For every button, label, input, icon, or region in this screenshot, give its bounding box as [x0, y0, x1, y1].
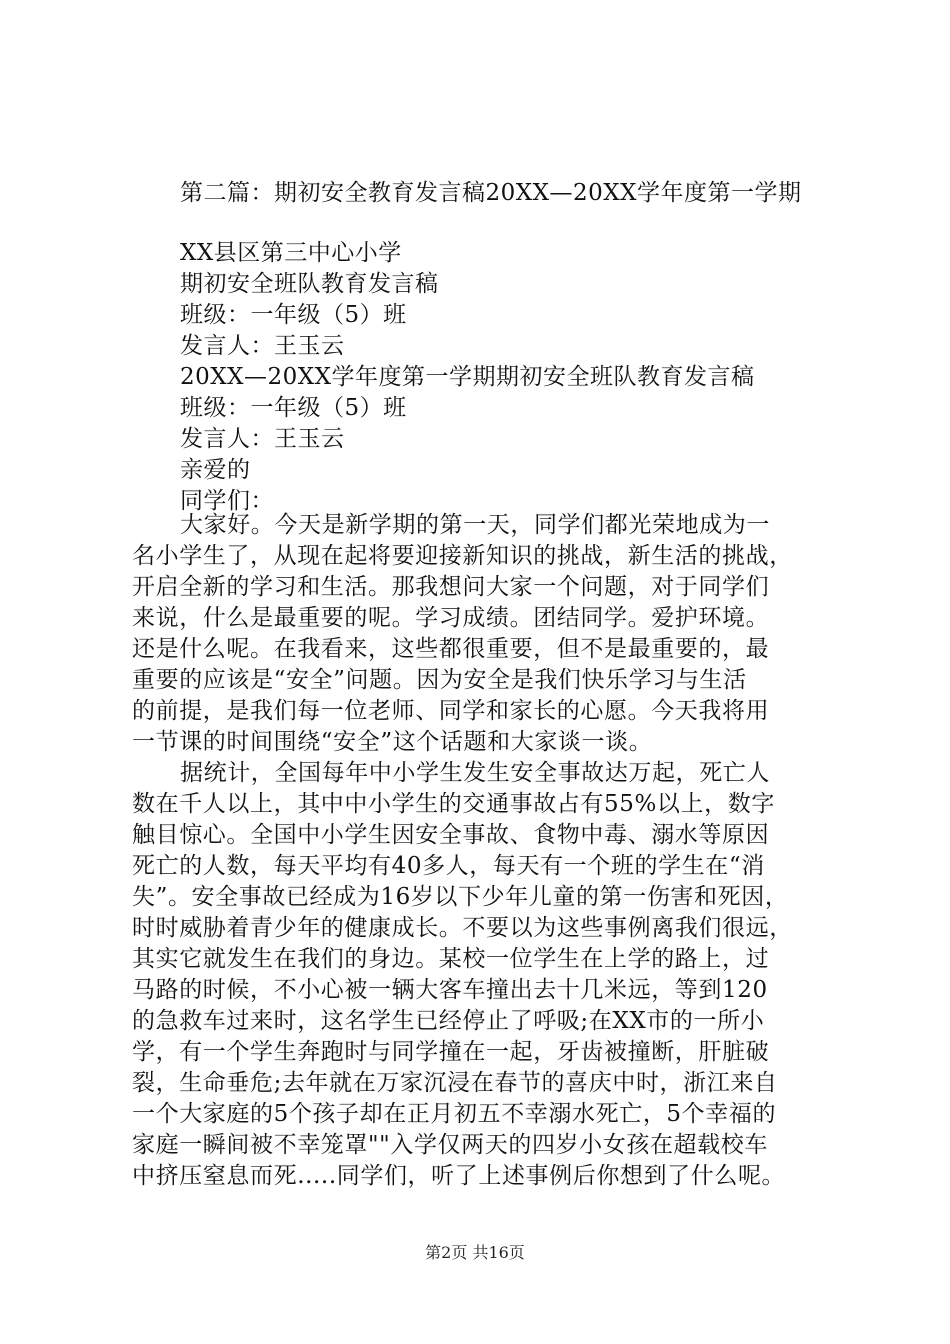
body-text — [132, 510, 852, 1192]
paragraph-2-line: 中挤压窒息而死.....同学们，听了上述事例后你想到了什么呢。 — [132, 1163, 786, 1189]
page-number-footer: 第2页 共16页 — [425, 1243, 525, 1262]
paragraph-1-line: 一节课的时间围绕“安全”这个话题和大家谈一谈。 — [132, 729, 653, 755]
paragraph-2-line: 裂，生命垂危;去年就在万家沉浸在春节的喜庆中时，浙江来自 — [132, 1070, 778, 1096]
class-info-repeat: 班级：一年级（5）班 — [180, 395, 407, 421]
paragraph-2-line: 家庭一瞬间被不幸笼罩""入学仅两天的四岁小女孩在超载校车 — [132, 1132, 768, 1158]
paragraph-1-line: 还是什么呢。在我看来，这些都很重要，但不是最重要的，最 — [132, 636, 770, 662]
speaker-info: 发言人：王玉云 — [180, 333, 345, 359]
paragraph-2-line: 的急救车过来时，这名学生已经停止了呼吸;在XX市的一所小 — [132, 1008, 765, 1034]
paragraph-1-line: 重要的应该是“安全”问题。因为安全是我们快乐学习与生活 — [132, 667, 747, 693]
speech-heading: 20XX—20XX学年度第一学期期初安全班队教育发言稿 — [180, 364, 755, 390]
speaker-info-repeat: 发言人：王玉云 — [180, 426, 345, 452]
paragraph-1-line: 来说，什么是最重要的呢。学习成绩。团结同学。爱护环境。 — [132, 605, 770, 631]
header-info-block — [180, 238, 880, 517]
paragraph-2-line: 数在千人以上，其中中小学生的交通事故占有55%以上，数字 — [132, 791, 775, 817]
document-title: 第二篇：期初安全教育发言稿20XX—20XX学年度第一学期 — [180, 180, 802, 206]
paragraph-1-line: 名小学生了，从现在起将要迎接新知识的挑战，新生活的挑战， — [132, 543, 793, 569]
paragraph-2-line: 一个大家庭的5个孩子却在正月初五不幸溺水死亡，5个幸福的 — [132, 1101, 777, 1127]
paragraph-1-line: 的前提，是我们每一位老师、同学和家长的心愿。今天我将用 — [132, 698, 770, 724]
paragraph-2-line: 学，有一个学生奔跑时与同学撞在一起，牙齿被撞断，肝脏破 — [132, 1039, 770, 1065]
paragraph-1-line: 开启全新的学习和生活。那我想问大家一个问题，对于同学们 — [132, 574, 770, 600]
paragraph-2-line: 据统计，全国每年中小学生发生安全事故达万起，死亡人 — [180, 760, 770, 786]
paragraph-2-line: 死亡的人数，每天平均有40多人，每天有一个班的学生在“消 — [132, 853, 765, 879]
paragraph-1-line: 大家好。今天是新学期的第一天，同学们都光荣地成为一 — [180, 512, 770, 538]
paragraph-2-line: 触目惊心。全国中小学生因安全事故、食物中毒、溺水等原因 — [132, 822, 770, 848]
paragraph-2-line: 马路的时候，不小心被一辆大客车撞出去十几米远，等到120 — [132, 977, 768, 1003]
speech-subtitle: 期初安全班队教育发言稿 — [180, 271, 439, 297]
class-info: 班级：一年级（5）班 — [180, 302, 407, 328]
paragraph-2-line: 失”。安全事故已经成为16岁以下少年儿童的第一伤害和死因， — [132, 884, 789, 910]
salutation-line-1: 亲爱的 — [180, 457, 251, 483]
paragraph-2-line: 时时威胁着青少年的健康成长。不要以为这些事例离我们很远， — [132, 915, 793, 941]
paragraph-2-line: 其实它就发生在我们的身边。某校一位学生在上学的路上，过 — [132, 946, 770, 972]
school-name: XX县区第三中心小学 — [180, 240, 402, 266]
salutation-line-2: 同学们： — [180, 488, 274, 514]
